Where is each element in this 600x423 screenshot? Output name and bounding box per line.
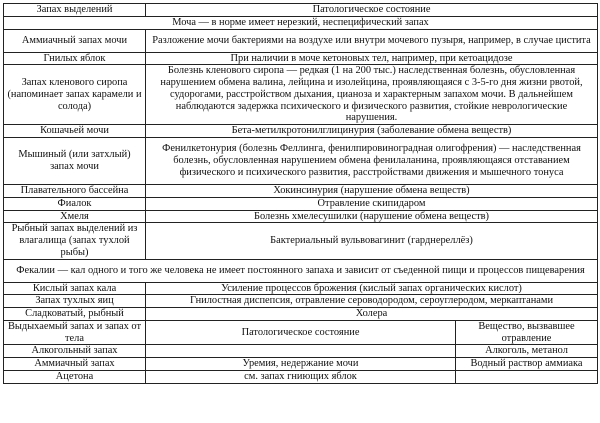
table-row: [4, 308, 598, 321]
table-row: [4, 125, 598, 138]
header-odor: Запах выделений: [4, 4, 146, 17]
table-row: [4, 223, 598, 259]
condition-cell: см. запах гниющих яблок: [146, 370, 456, 383]
odor-cell: Плавательного бассейна: [4, 185, 146, 198]
breath-header-row: [4, 320, 598, 345]
odor-cell: Запах кленового сиропа (напоминает запах карамели и солода): [4, 65, 146, 125]
table-row: [4, 210, 598, 223]
table-row: [4, 29, 598, 52]
condition-cell: Бета-метилкротонилглицинурия (заболевание обмена веществ): [146, 125, 598, 138]
table-row: [4, 138, 598, 185]
section-feces: Фекалии — кал одного и того же человека не имеет постоянного запаха и зависит от съеденной пищи и процессов пищеварения: [4, 259, 598, 282]
odor-cell: Хмеля: [4, 210, 146, 223]
odor-cell: Гнилых яблок: [4, 52, 146, 65]
section-row: [4, 16, 598, 29]
breath-header-condition: Патологическое состояние: [146, 320, 456, 345]
odor-cell: Кислый запах кала: [4, 282, 146, 295]
condition-cell: Гнилостная диспепсия, отравление сероводородом, сероуглеродом, меркаптанами: [146, 295, 598, 308]
odor-cell: Запах тухлых яиц: [4, 295, 146, 308]
condition-cell: Болезнь хмелесушилки (нарушение обмена веществ): [146, 210, 598, 223]
section-row: [4, 259, 598, 282]
table-row: [4, 52, 598, 65]
condition-cell: Уремия, недержание мочи: [146, 358, 456, 371]
table-header-row: [4, 4, 598, 17]
condition-cell: Усиление процессов брожения (кислый запах органических кислот): [146, 282, 598, 295]
substance-cell: [456, 370, 598, 383]
condition-cell: Хокинсинурия (нарушение обмена веществ): [146, 185, 598, 198]
condition-cell: Бактериальный вульвовагинит (гарднереллёз): [146, 223, 598, 259]
odor-cell: Сладковатый, рыбный: [4, 308, 146, 321]
odor-cell: Аммиачный запах: [4, 358, 146, 371]
table-row: [4, 370, 598, 383]
table-row: [4, 295, 598, 308]
odor-cell: Мышиный (или затхлый) запах мочи: [4, 138, 146, 185]
header-condition: Патологическое состояние: [146, 4, 598, 17]
table-row: [4, 185, 598, 198]
table-row: [4, 358, 598, 371]
table-row: [4, 197, 598, 210]
condition-cell: [146, 345, 456, 358]
table-row: [4, 65, 598, 125]
table-row: [4, 345, 598, 358]
odor-cell: Ацетона: [4, 370, 146, 383]
odor-cell: Аммиачный запах мочи: [4, 29, 146, 52]
odor-cell: Кошачьей мочи: [4, 125, 146, 138]
substance-cell: Алкоголь, метанол: [456, 345, 598, 358]
condition-cell: Разложение мочи бактериями на воздухе или внутри мочевого пузыря, например, в случае цистита: [146, 29, 598, 52]
odor-cell: Алкогольный запах: [4, 345, 146, 358]
condition-cell: При наличии в моче кетоновых тел, например, при кетоацидозе: [146, 52, 598, 65]
breath-header-odor: Выдыхаемый запах и запах от тела: [4, 320, 146, 345]
odor-table: [3, 3, 598, 384]
condition-cell: Фенилкетонурия (болезнь Феллинга, фенилпировиноградная олигофрения) — наследственная болезнь, обусловленная нарушением обмена фенилаланина, проявляющаяся отставанием физического и психического развития, расстройствами движения и мышечного тонуса: [146, 138, 598, 185]
section-urine: Моча — в норме имеет нерезкий, неспецифический запах: [4, 16, 598, 29]
condition-cell: Болезнь кленового сиропа — редкая (1 на 200 тыс.) наследственная болезнь, обусловленная нарушением обмена валина, лейцина и изолейцина, проявляющаяся с 3-5-го дня жизни рвотой, судорогами, расстройством дыхания, цианоза и характерным запахом мочи. В дальнейшем наблюдаются задержка психического и физического развития, стойкие неврологические нарушения.: [146, 65, 598, 125]
table-row: [4, 282, 598, 295]
odor-cell: Фиалок: [4, 197, 146, 210]
breath-header-substance: Вещество, вызвавшее отравление: [456, 320, 598, 345]
substance-cell: Водный раствор аммиака: [456, 358, 598, 371]
condition-cell: Холера: [146, 308, 598, 321]
condition-cell: Отравление скипидаром: [146, 197, 598, 210]
odor-cell: Рыбный запах выделений из влагалища (запах тухлой рыбы): [4, 223, 146, 259]
